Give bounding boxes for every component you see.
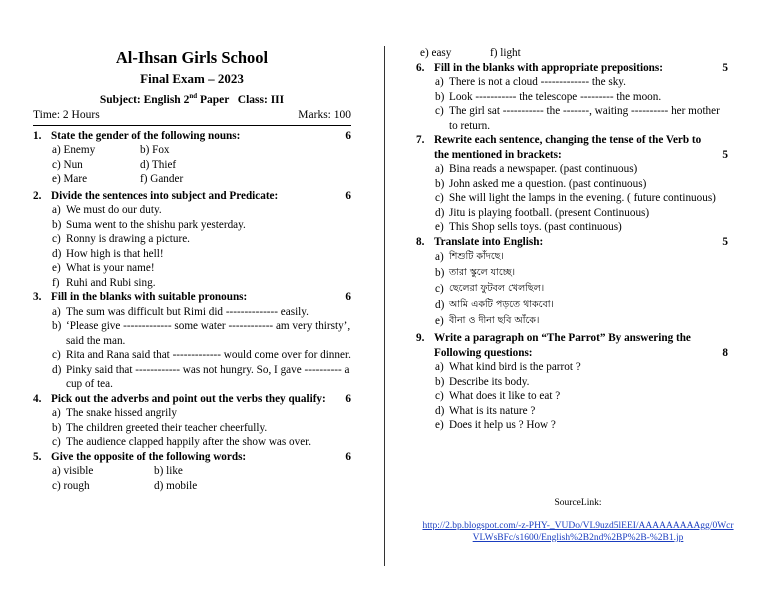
item-label: c) (435, 192, 444, 204)
item-text: Jitu is playing football. (present Continuous) (449, 206, 650, 219)
item-label: b) (435, 267, 445, 279)
item-label: a) (435, 361, 444, 373)
option: d) mobile (154, 479, 198, 492)
list-item (33, 232, 351, 247)
list-item (416, 75, 728, 90)
question-title: Write a paragraph on “The Parrot” By answering the Following questions: (434, 332, 691, 359)
question-number: 4. (33, 392, 42, 405)
item-text: The girl sat ----------- the -------, waiting ---------- her mother to return. (449, 105, 720, 132)
list-item (416, 206, 728, 221)
question-5 (33, 450, 351, 465)
question-marks: 6 (345, 392, 351, 405)
question-marks: 5 (722, 61, 728, 74)
list-item (416, 389, 728, 404)
question-title: Pick out the adverbs and point out the verbs they qualify: (51, 392, 326, 405)
list-item (33, 348, 351, 363)
time-marks-row (33, 108, 351, 126)
question-title: State the gender of the following nouns: (51, 129, 241, 142)
item-label: c) (435, 283, 444, 295)
option: e) Mare (52, 173, 88, 186)
item-label: f) (52, 276, 60, 289)
option: b) Fox (140, 144, 170, 157)
question-5-options-continued (416, 46, 728, 61)
item-text: How high is that hell! (66, 247, 164, 260)
item-label: d) (435, 404, 445, 417)
list-item (416, 249, 728, 265)
option: c) rough (52, 479, 90, 492)
item-text: বীনা ও দীনা ছবি আঁকে। (449, 315, 540, 326)
question-number: 3. (33, 291, 42, 304)
exam-time: Time: 2 Hours (33, 108, 100, 121)
item-label: c) (52, 233, 61, 246)
list-item (416, 297, 728, 313)
item-text: The children greeted their teacher cheerfully. (66, 421, 268, 434)
list-item (416, 162, 728, 177)
question-marks: 6 (345, 450, 351, 463)
list-item (33, 319, 351, 348)
question-3 (33, 290, 351, 305)
item-text: আমি একটি পড়তে থাকবো। (449, 299, 554, 310)
column-divider (384, 46, 385, 566)
item-text: There is not a cloud ------------- the sky. (449, 76, 626, 88)
question-number: 6. (416, 61, 425, 74)
item-label: b) (52, 320, 62, 333)
question-4 (33, 392, 351, 407)
item-text: ছেলেরা ফুটবল খেলছিল। (449, 283, 545, 294)
item-label: d) (435, 206, 445, 219)
item-label: b) (52, 218, 62, 231)
item-text: The audience clapped happily after the show was over. (66, 436, 312, 449)
question-1 (33, 129, 351, 144)
question-2 (33, 189, 351, 204)
item-text: Describe its body. (449, 375, 530, 388)
question-title: Fill in the blanks with appropriate prepositions: (434, 61, 663, 74)
list-item (416, 313, 728, 329)
item-label: c) (435, 390, 444, 402)
question-marks: 5 (722, 148, 728, 161)
list-item (33, 276, 351, 291)
question-number: 5. (33, 450, 42, 463)
item-label: b) (435, 90, 445, 103)
question-8 (416, 235, 728, 250)
list-item (33, 363, 351, 392)
item-label: d) (435, 299, 445, 311)
item-label: d) (52, 363, 62, 376)
item-text: We must do our duty. (66, 204, 162, 217)
question-number: 1. (33, 129, 42, 142)
item-label: c) (52, 349, 61, 362)
list-item (416, 360, 728, 375)
option: c) Nun (52, 158, 83, 171)
item-text: Pinky said that ------------ was not hungry. So, I gave ---------- a cup of tea. (66, 363, 350, 391)
item-text: Suma went to the shishu park yesterday. (66, 218, 246, 231)
option: f) Gander (140, 173, 184, 186)
list-item (33, 247, 351, 262)
item-label: a) (435, 163, 444, 175)
subject-suffix: Paper Class: III (197, 93, 285, 106)
item-label: c) (435, 105, 444, 117)
list-item (416, 191, 728, 206)
item-label: e) (435, 221, 444, 233)
option: e) easy (420, 47, 452, 59)
list-item (416, 265, 728, 281)
item-text: The snake hissed angrily (66, 407, 177, 420)
subject-prefix: Subject: English 2 (99, 93, 190, 106)
item-label: a) (52, 407, 61, 420)
list-item (416, 90, 728, 105)
question-number: 8. (416, 235, 425, 248)
subject-line (33, 88, 351, 108)
question-title: Fill in the blanks with suitable pronouns: (51, 291, 248, 304)
list-item (33, 218, 351, 233)
list-item (416, 104, 728, 133)
question-5-options (33, 464, 351, 493)
item-text: This Shop sells toys. (past continuous) (449, 221, 622, 233)
list-item (416, 220, 728, 235)
option: a) visible (52, 465, 94, 478)
question-title: Give the opposite of the following words: (51, 450, 247, 463)
item-label: c) (52, 436, 61, 449)
question-number: 2. (33, 189, 42, 202)
item-label: e) (435, 419, 444, 431)
question-number: 7. (416, 134, 425, 146)
option: b) like (154, 465, 183, 478)
item-text: Does it help us ? How ? (449, 419, 556, 431)
option: f) light (490, 47, 521, 59)
item-label: d) (52, 247, 62, 260)
question-title: Rewrite each sentence, changing the tense of the Verb to the mentioned in brackets: (434, 134, 702, 161)
item-text: What is its nature ? (449, 404, 536, 417)
item-label: a) (52, 305, 61, 318)
item-text: Bina reads a newspaper. (past continuous) (449, 163, 638, 175)
exam-title: Final Exam – 2023 (140, 71, 244, 86)
list-item (416, 281, 728, 297)
subject-sup: nd (189, 92, 198, 100)
item-text: ‘Please give ------------- some water ------------ am very thirsty’, said the man. (66, 320, 351, 347)
list-item (416, 418, 728, 433)
question-title: Translate into English: (434, 235, 544, 248)
list-item (33, 406, 351, 421)
list-item (416, 404, 728, 419)
question-marks: 6 (345, 189, 351, 202)
item-text: Look ----------- the telescope --------- the moon. (449, 90, 662, 103)
source-label: SourceLink: (554, 498, 602, 508)
right-column (416, 46, 728, 433)
option: a) Enemy (52, 144, 96, 157)
item-text: Rita and Rana said that ------------- would come over for dinner. (66, 349, 351, 362)
item-text: শিশুটি কাঁদছে। (449, 251, 504, 262)
item-text: What is your name! (66, 262, 155, 275)
school-name: Al-Ihsan Girls School (115, 48, 269, 67)
question-marks: 5 (722, 235, 728, 248)
item-label: a) (435, 251, 444, 263)
item-label: b) (435, 375, 445, 388)
question-7 (416, 133, 728, 162)
item-label: e) (52, 262, 61, 275)
left-column (33, 47, 351, 493)
list-item (33, 203, 351, 218)
exam-marks: Marks: 100 (298, 108, 351, 121)
item-label: a) (52, 204, 61, 217)
item-text: The sum was difficult but Rimi did -------------- easily. (66, 305, 309, 318)
question-1-options (33, 143, 351, 187)
list-item (33, 421, 351, 436)
question-title: Divide the sentences into subject and Predicate: (51, 189, 279, 202)
question-marks: 8 (722, 346, 728, 359)
option: d) Thief (140, 158, 177, 171)
question-6 (416, 61, 728, 76)
item-text: তারা স্কুলে যাচ্ছে। (449, 267, 516, 278)
item-label: b) (435, 177, 445, 190)
item-text: Ronny is drawing a picture. (66, 233, 190, 246)
source-block (420, 497, 736, 545)
list-item (33, 305, 351, 320)
list-item (416, 177, 728, 192)
source-link[interactable]: http://2.bp.blogspot.com/-z-PHY-_VUDo/VL9uzd5lEEI/AAAAAAAAAgg/0WcrVLWsBFc/s1600/English%2B2nd%2BP%2B-%2B1.jp (422, 520, 734, 543)
item-text: What kind bird is the parrot ? (449, 361, 581, 373)
item-label: e) (435, 315, 444, 327)
item-text: John asked me a question. (past continuous) (449, 177, 647, 190)
item-label: b) (52, 421, 62, 434)
list-item (416, 375, 728, 390)
list-item (33, 435, 351, 450)
item-text: What does it like to eat ? (449, 390, 561, 402)
question-9 (416, 331, 728, 360)
item-text: She will light the lamps in the evening. ( future continuous) (449, 192, 716, 204)
question-marks: 6 (345, 291, 351, 304)
question-number: 9. (416, 332, 425, 344)
list-item (33, 261, 351, 276)
item-label: a) (435, 76, 444, 88)
item-text: Ruhi and Rubi sing. (66, 276, 156, 289)
question-marks: 6 (345, 129, 351, 142)
